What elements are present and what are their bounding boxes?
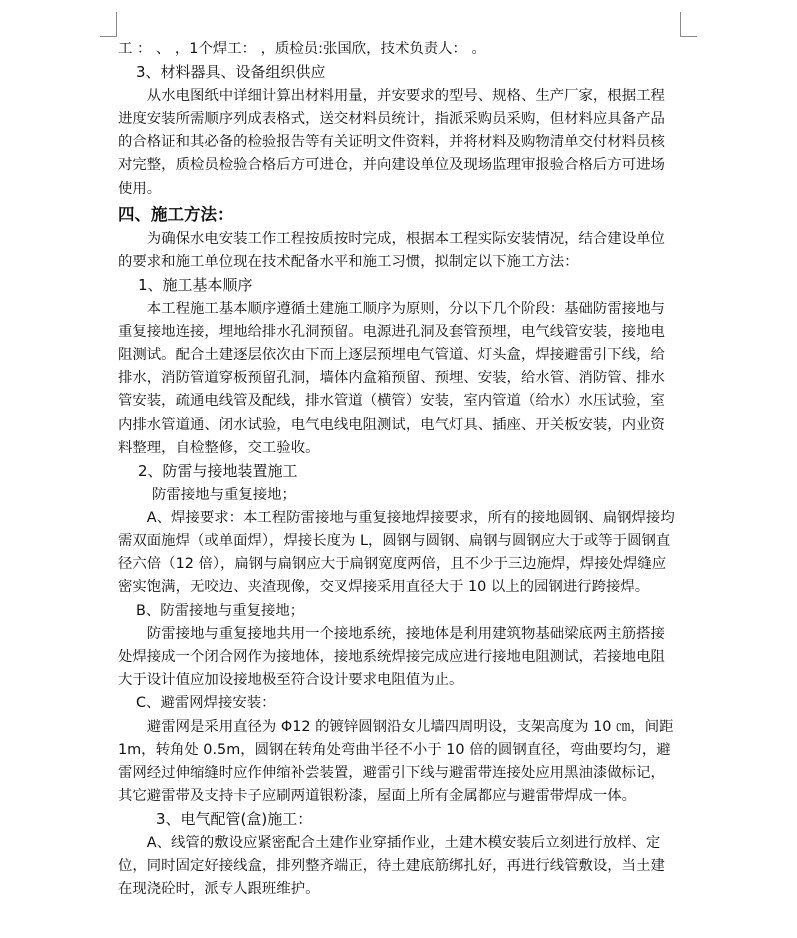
paragraph-welding-requirements: A、焊接要求：本工程防雷接地与重复接地焊接要求，所有的接地圆钢、扁钢焊接均需双面施焊（或单面焊），焊接长度为 L，圆钢与圆钢、扁钢与圆钢应大于或等于圆钢直径六倍（12 倍），扁钢与扁钢应大于扁钢宽度两倍，且不少于三边施焊，焊接处焊缝应密实饱满，无咬边、夹渣现像，交叉焊接采用直径大于 10 以上的园钢进行跨接焊。 bbox=[118, 509, 675, 596]
section-heading-materials: 3、材料器具、设备组织供应 bbox=[136, 63, 326, 82]
paragraph-staff: 工 ： 、 ，1个焊工： ，质检员:张国欣，技术负责人： 。 bbox=[118, 41, 486, 57]
paragraph-grounding-system: 防雷接地与重复接地共用一个接地系统，接地体是利用建筑物基础梁底两主筋搭接处焊接成一个闭合网作为接地体，接地系统焊接完成应进行接地电阻测试，若接地电阻大于设计值应加设接地极至符合设计要求电阻值为止。 bbox=[118, 625, 665, 689]
chapter-heading-construction-methods: 四、施工方法： bbox=[118, 204, 234, 224]
document-body bbox=[118, 38, 678, 902]
paragraph-basic-sequence: 本工程施工基本顺序遵循土建施工顺序为原则，分以下几个阶段：基础防雷接地与重复接地连接，埋地给排水孔洞预留。电源进孔洞及套管预埋，电气线管安装，接地电阻测试。配合土建逐层依次由下而上逐层预埋电气管道、灯头盒，焊接避雷引下线，给排水，消防管道穿板预留孔洞，墙体内盒箱预留、预埋、安装，给水管、消防管、排水管安装，疏通电线管及配线，排水管道（横管）安装，室内管道（给水）水压试验，室内排水管道通、闭水试验，电气电线电阻测试，电气灯具、插座、开关板安装，内业资料整理，自检整修，交工验收。 bbox=[118, 300, 665, 456]
paragraph-materials: 从水电图纸中详细计算出材料用量，并安要求的型号、规格、生产厂家，根据工程进度安装所需顺序列成表格式，送交材料员统计，指派采购员采购，但材料应具备产品的合格证和其必备的检验报告等有关证明文件资料，并将材料及购物清单交付材料员核对完整，质检员检验合格后方可进仓，并向建设单位及现场监理审报验合格后方可进场使用。 bbox=[118, 87, 665, 197]
page-corner-mark-top-left bbox=[100, 12, 117, 37]
paragraph-lightning-net-subheading-c: C、避雷网焊接安装： bbox=[136, 695, 276, 712]
page-corner-mark-top-right bbox=[680, 12, 697, 37]
paragraph-methods-intro: 为确保水电安装工作工程按质按时完成，根据本工程实际安装情况，结合建设单位的要求和施工单位现在技术配备水平和施工习惯，拟制定以下施工方法： bbox=[118, 230, 665, 270]
paragraph-conduit-laying: A、线管的敷设应紧密配合土建作业穿插作业，土建木模安装后立刻进行放样、定位，同时固定好接线盒，排列整齐端正，待土建底筋绑扎好，再进行线管敷设，当土建在现浇砼时，派专人跟班维护。 bbox=[118, 834, 665, 898]
section-heading-basic-sequence: 1、施工基本顺序 bbox=[138, 276, 253, 295]
paragraph-grounding-subheading-b: B、防雷接地与重复接地； bbox=[136, 602, 305, 619]
paragraph-lightning-net: 避雷网是采用直径为 Φ12 的镀锌圆钢沿女儿墙四周明设，支架高度为 10 ㎝，间距 1m，转角处 0.5m，圆钢在转角处弯曲半径不小于 10 倍的圆钢直径，弯曲要均匀，避雷网经过伸缩缝时应作伸缩补尝装置，避雷引下线与避雷带连接处应用黑油漆做标记，其它避雷带及支持卡子应刷两道银粉漆，屋面上所有金属都应与避雷带焊成一体。 bbox=[118, 718, 674, 805]
section-heading-electrical-conduit: 3、电气配管(盒)施工： bbox=[156, 810, 313, 829]
section-heading-lightning-grounding: 2、防雷与接地装置施工 bbox=[138, 462, 298, 481]
paragraph-grounding-label: 防雷接地与重复接地； bbox=[152, 486, 296, 503]
